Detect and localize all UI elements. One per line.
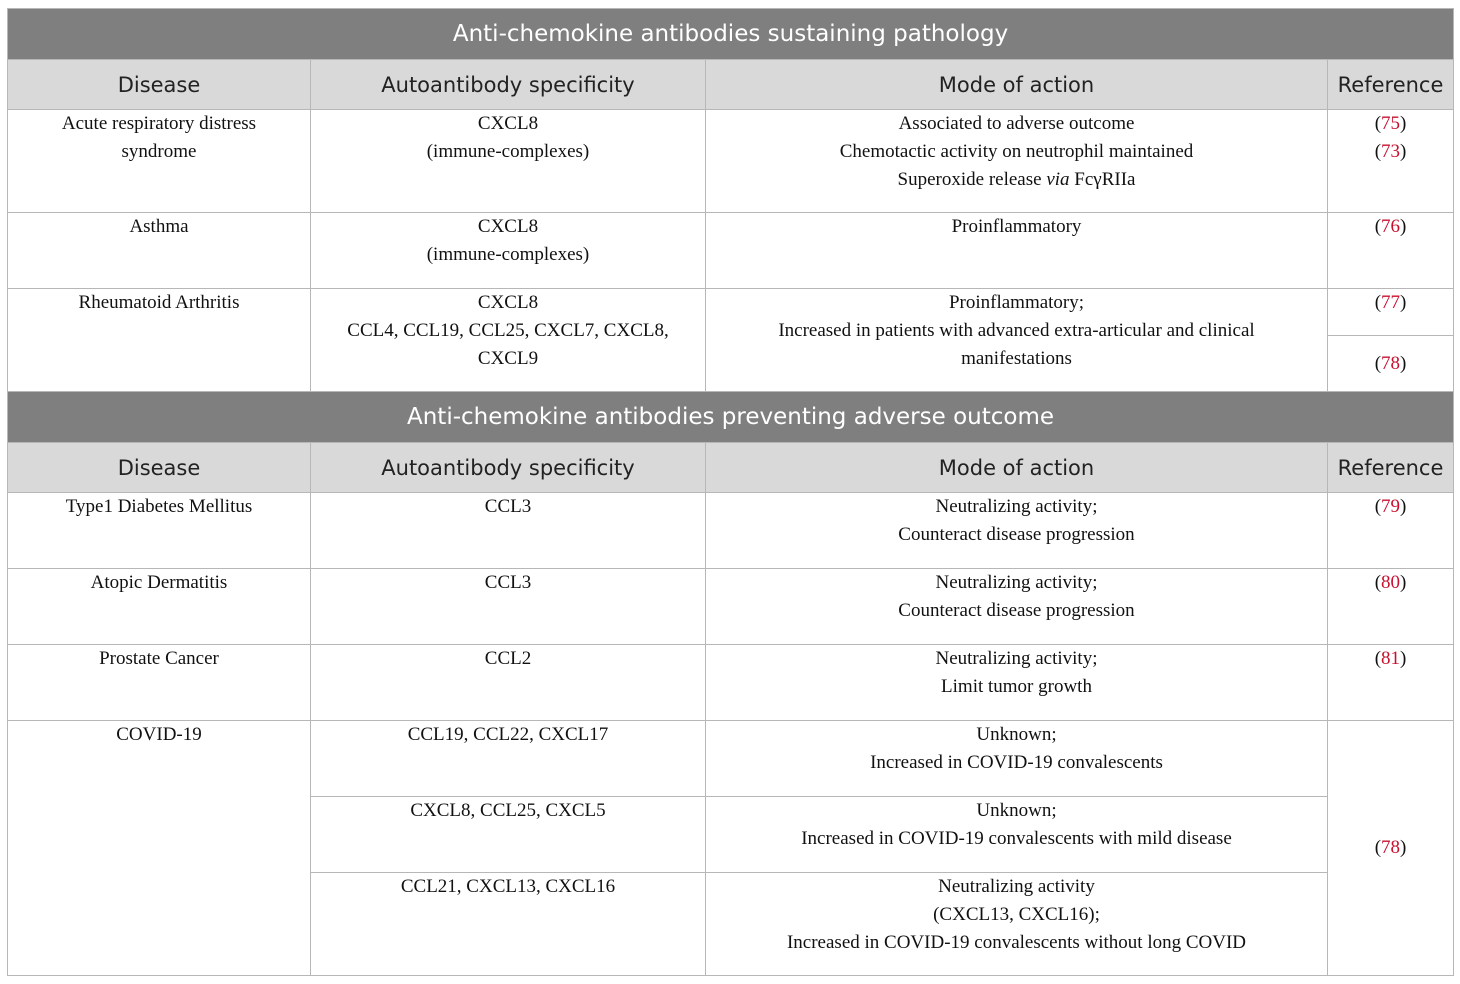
mode-cell: Neutralizing activity; Counteract disease progression: [706, 569, 1328, 645]
reference-link[interactable]: 73: [1381, 141, 1401, 162]
column-header-disease: Disease: [8, 60, 311, 110]
specificity-cell: CXCL8, CCL25, CXCL5: [311, 797, 706, 873]
column-header-reference: Reference: [1328, 443, 1454, 493]
disease-cell: COVID-19: [8, 721, 311, 976]
reference-cell: (79): [1328, 493, 1454, 569]
table-row: [8, 493, 1454, 569]
specificity-cell: CCL3: [311, 569, 706, 645]
reference-cell: (75) (73): [1328, 110, 1454, 213]
disease-cell: Asthma: [8, 213, 311, 289]
specificity-cell: CCL2: [311, 645, 706, 721]
disease-cell: Rheumatoid Arthritis: [8, 289, 311, 392]
header-row: [8, 443, 1454, 493]
mode-cell: Unknown; Increased in COVID-19 convalescents: [706, 721, 1328, 797]
column-header-reference: Reference: [1328, 60, 1454, 110]
specificity-cell: CXCL8 (immune-complexes): [311, 110, 706, 213]
mode-cell: Neutralizing activity (CXCL13, CXCL16); Increased in COVID-19 convalescents without long COVID: [706, 873, 1328, 976]
specificity-cell: CXCL8 (immune-complexes): [311, 213, 706, 289]
specificity-cell: CCL21, CXCL13, CXCL16: [311, 873, 706, 976]
reference-link[interactable]: 78: [1381, 837, 1401, 858]
table-row: [8, 721, 1454, 797]
header-row: [8, 60, 1454, 110]
mode-cell: Proinflammatory: [706, 213, 1328, 289]
specificity-cell: CXCL8 CCL4, CCL19, CCL25, CXCL7, CXCL8, CXCL9: [311, 289, 706, 392]
reference-link[interactable]: 81: [1381, 648, 1401, 669]
reference-link[interactable]: 79: [1381, 496, 1401, 517]
column-header-mode: Mode of action: [706, 60, 1328, 110]
disease-cell: Atopic Dermatitis: [8, 569, 311, 645]
mode-cell: Neutralizing activity; Counteract disease progression: [706, 493, 1328, 569]
section-title-preventing: Anti-chemokine antibodies preventing adverse outcome: [8, 392, 1454, 443]
column-header-disease: Disease: [8, 443, 311, 493]
reference-cell: (81): [1328, 645, 1454, 721]
reference-cell: (76): [1328, 213, 1454, 289]
reference-link[interactable]: 76: [1381, 216, 1401, 237]
reference-cell: (77): [1328, 289, 1454, 336]
mode-cell: Associated to adverse outcome Chemotactic activity on neutrophil maintained Superoxide release via FcγRIIa: [706, 110, 1328, 213]
reference-cell: (78): [1328, 336, 1454, 392]
reference-cell: (78): [1328, 721, 1454, 976]
specificity-cell: CCL19, CCL22, CXCL17: [311, 721, 706, 797]
table-row: [8, 569, 1454, 645]
table-row: [8, 289, 1454, 336]
chemokine-antibody-table: [7, 8, 1454, 976]
reference-link[interactable]: 80: [1381, 572, 1401, 593]
column-header-mode: Mode of action: [706, 443, 1328, 493]
mode-cell: Neutralizing activity; Limit tumor growth: [706, 645, 1328, 721]
disease-cell: Acute respiratory distress syndrome: [8, 110, 311, 213]
table-row: [8, 645, 1454, 721]
specificity-cell: CCL3: [311, 493, 706, 569]
disease-cell: Prostate Cancer: [8, 645, 311, 721]
disease-cell: Type1 Diabetes Mellitus: [8, 493, 311, 569]
reference-link[interactable]: 78: [1381, 352, 1401, 374]
column-header-specificity: Autoantibody specificity: [311, 443, 706, 493]
reference-link[interactable]: 77: [1381, 292, 1401, 313]
reference-cell: (80): [1328, 569, 1454, 645]
table-row: [8, 213, 1454, 289]
reference-link[interactable]: 75: [1381, 113, 1401, 134]
mode-cell: Unknown; Increased in COVID-19 convalescents with mild disease: [706, 797, 1328, 873]
column-header-specificity: Autoantibody specificity: [311, 60, 706, 110]
section-title-sustaining: Anti-chemokine antibodies sustaining pathology: [8, 9, 1454, 60]
table-row: [8, 110, 1454, 213]
mode-cell: Proinflammatory; Increased in patients with advanced extra-articular and clinical manifestations: [706, 289, 1328, 392]
